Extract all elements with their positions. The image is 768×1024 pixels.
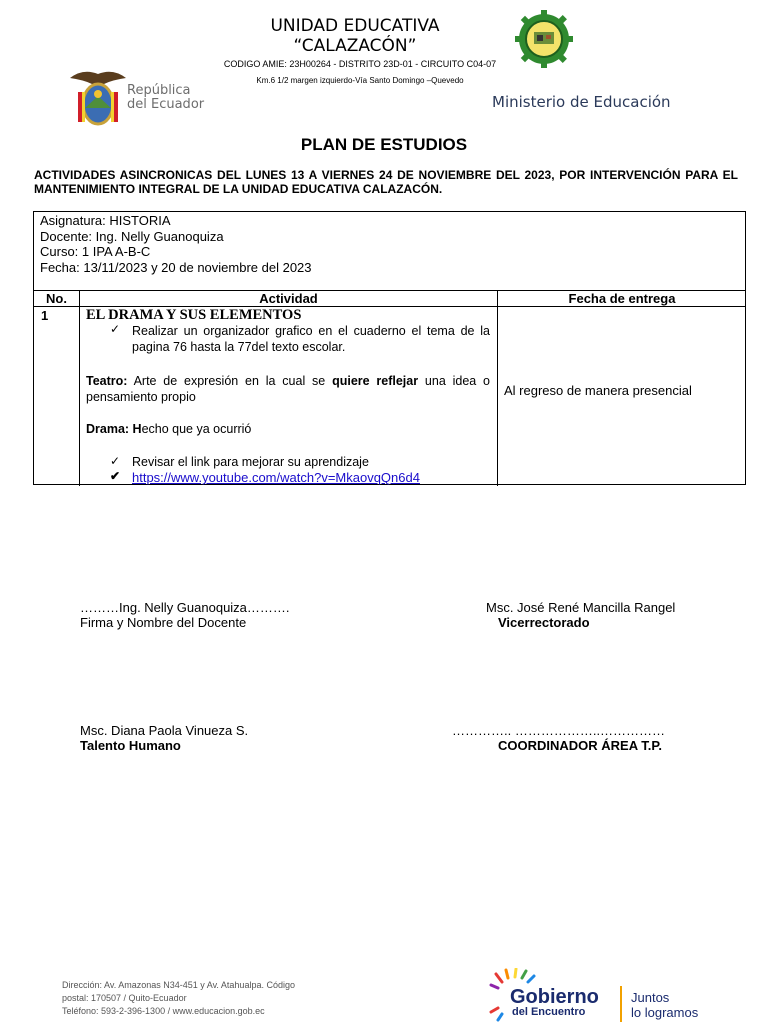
republica-line2: del Ecuador — [127, 97, 205, 112]
school-name-line2: “CALAZACÓN” — [293, 36, 417, 56]
school-name — [200, 16, 510, 56]
vice-rector-role: Vicerrectorado — [498, 615, 590, 630]
drama-label: Drama: — [86, 422, 130, 436]
juntos-line2: lo logramos — [631, 1005, 699, 1020]
checkmark-icon: ✔ — [110, 469, 121, 483]
juntos-line1: Juntos — [631, 990, 670, 1005]
footer-line1: Dirección: Av. Amazonas N34-451 y Av. Atahualpa. Código — [62, 980, 295, 990]
activities-heading: ACTIVIDADES ASINCRONICAS DEL LUNES 13 A VIERNES 24 DE NOVIEMBRE DEL 2023, POR INTERVENCIÓN PARA EL MANTENIMIENTO INTEGRAL DE LA UNIDAD EDUCATIVA CALAZACÓN. — [34, 168, 738, 196]
teatro-text: Arte de expresión en la cual se — [127, 374, 333, 388]
column-divider — [497, 290, 498, 486]
teatro-bold-text: quiere reflejar — [332, 374, 419, 388]
footer-address — [62, 979, 295, 1018]
subject-line: Asignatura: HISTORIA — [40, 213, 171, 228]
task-review-link: Revisar el link para mejorar su aprendizaje — [132, 455, 369, 469]
gobierno-logo-text: Gobierno — [510, 986, 599, 1008]
teacher-signature-name: ………Ing. Nelly Guanoquiza………. — [80, 600, 290, 615]
teacher-signature-role: Firma y Nombre del Docente — [80, 615, 247, 630]
juntos-lo-logramos-text — [631, 990, 698, 1020]
school-codes: CODIGO AMIE: 23H00264 - DISTRITO 23D-01 - CIRCUITO C04-07 — [223, 59, 497, 69]
footer-line2: postal: 170507 / Quito-Ecuador — [62, 993, 187, 1003]
school-emblem-logo — [512, 10, 576, 68]
course-info — [40, 213, 312, 275]
ministerio-logo-text: Ministerio de Educación — [492, 93, 671, 111]
task-organizer: Realizar un organizador grafico en el cuaderno el tema de la pagina 76 hasta la 77del texto escolar. — [132, 324, 490, 354]
republica-line1: República — [127, 83, 191, 98]
page-title: PLAN DE ESTUDIOS — [300, 135, 468, 154]
drama-definition — [86, 421, 490, 437]
teatro-text-end: una idea o pensamiento propio — [86, 374, 490, 404]
teatro-definition — [86, 373, 490, 405]
drama-initial: H — [129, 422, 142, 436]
hr-role: Talento Humano — [80, 738, 181, 753]
date-line: Fecha: 13/11/2023 y 20 de noviembre del 2023 — [40, 259, 312, 275]
video-link-container — [132, 469, 490, 487]
teacher-line: Docente: Ing. Nelly Guanoquiza — [40, 228, 224, 244]
hr-name: Msc. Diana Paola Vinueza S. — [80, 723, 249, 738]
school-address: Km.6 1/2 margen izquierdo-Vía Santo Domingo –Quevedo — [256, 76, 464, 85]
study-plan-table — [33, 211, 746, 485]
logo-divider — [620, 986, 622, 1022]
drama-text: echo que ya ocurrió — [141, 422, 252, 436]
checkmark-icon: ✓ — [110, 454, 121, 468]
header-activity: Actividad — [259, 291, 318, 306]
checkmark-icon: ✓ — [110, 322, 121, 336]
footer-line3: Teléfono: 593-2-396-1300 / www.educacion.gob.ec — [62, 1006, 265, 1016]
coordinator-signature-line: ………….. ………………..…………… — [452, 723, 666, 738]
column-divider — [79, 290, 80, 486]
youtube-link[interactable]: https://www.youtube.com/watch?v=MkaovqQn6d4 — [132, 470, 420, 485]
delivery-date: Al regreso de manera presencial — [504, 383, 692, 398]
teatro-label: Teatro: — [86, 374, 128, 388]
vice-rector-name: Msc. José René Mancilla Rangel — [486, 600, 676, 615]
header-no: No. — [46, 291, 67, 306]
school-name-line1: UNIDAD EDUCATIVA — [270, 16, 440, 36]
topic-title: EL DRAMA Y SUS ELEMENTOS — [86, 307, 302, 323]
course-line: Curso: 1 IPA A-B-C — [40, 244, 151, 259]
header-delivery-date: Fecha de entrega — [568, 291, 676, 306]
coordinator-role: COORDINADOR ÁREA T.P. — [498, 738, 662, 753]
coat-of-arms-logo — [68, 68, 128, 130]
del-encuentro-text: del Encuentro — [512, 1006, 586, 1018]
republica-del-ecuador-logo-text — [127, 84, 204, 112]
row-number: 1 — [41, 308, 49, 323]
